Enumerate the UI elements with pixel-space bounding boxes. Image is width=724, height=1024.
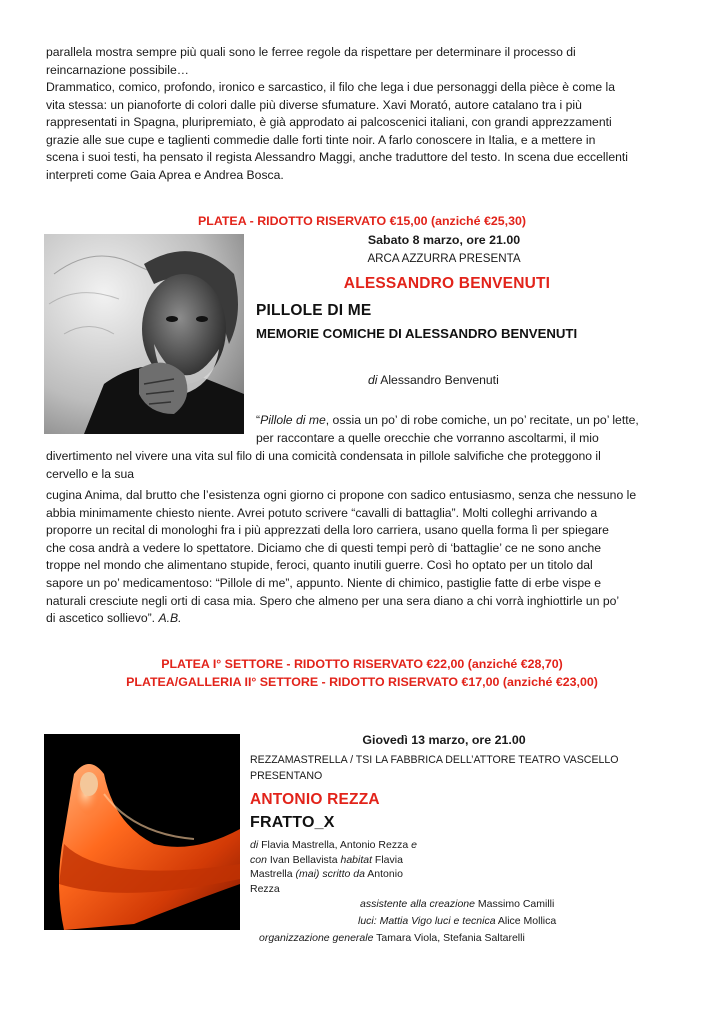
show1-title: PILLOLE DI ME [256,302,372,319]
desc-line: abbia minimamente chiesto niente. Avrei potuto scrivere “cavalli di battaglia”. Molti colleghi arrivando a [46,505,598,520]
portrait-photo-benvenuti [44,234,244,434]
show2-organization [259,931,525,946]
show2-date: Giovedì 13 marzo, ore 21.00 [362,733,526,747]
assistant-label: assistente alla creazione [360,898,475,910]
show1-desc-paragraph [46,487,680,628]
desc-line: sapore un po’ medicamentoso: “Pillole di me”, appunto. Niente di chimico, pastiglie fatte di erbe vispe e [46,575,602,590]
performance-image [44,734,240,930]
show1-subtitle: MEMORIE COMICHE DI ALESSANDRO BENVENUTI [256,326,578,341]
show1-author [368,372,499,390]
intro-line: scena i suoi testi, ha pensato il regista Alessandro Maggi, anche traduttore del testo. In scena due eccellenti [46,150,628,165]
lights-name: Alice Mollica [495,915,557,927]
credit-tail: (mai) scritto da [295,868,365,881]
credit-line [250,838,480,853]
assistant-name: Massimo Camilli [474,898,555,910]
show1-desc-line3: divertimento nel vivere una vita sul filo di una comicità condensata in pillole salvifiche che proteggono il [46,449,601,463]
intro-line: interpreti come Gaia Aprea e Andrea Bosca. [46,167,284,182]
price-line-2b: PLATEA/GALLERIA II° SETTORE - RIDOTTO RISERVATO €17,00 (anziché €23,00) [126,675,598,689]
credit-line [250,853,480,868]
performance-photo-rezza [44,734,240,930]
show2-assistant [360,897,554,912]
credit-tail2: Antonio [364,868,403,881]
show1-date [250,232,638,250]
show2-artist: ANTONIO REZZA [250,791,380,808]
show2-lights [358,914,556,929]
price-line-2a: PLATEA I° SETTORE - RIDOTTO RISERVATO €22,00 (anziché €28,70) [161,657,563,671]
show1-desc-rest: , ossia un po’ di robe comiche, un po’ recitate, un po’ lette, [325,413,639,427]
credit-tail: habitat [340,853,373,866]
show1-date-prefix: Sabato [367,233,413,247]
intro-paragraph-2 [46,79,680,185]
credit-text: Mastrella [250,868,296,881]
show2-presenter-line2: PRESENTANO [250,769,323,782]
show1-desc-title: Pillole di me [260,413,326,427]
credit-tail2: Flavia [372,853,403,866]
show1-desc-line1 [256,412,680,430]
organization-label: organizzazione generale [259,932,374,944]
intro-line: vita stessa: un pianoforte di colori dalle più diverse sfumature. Xavi Morató, autore catalano tra i più [46,97,582,112]
credit-label: di [250,839,259,851]
lights-label: luci: Mattia Vigo luci e tecnica [358,915,496,927]
desc-line: troppe nel mondo che alimentano stupide, feroci, quanto inutili guerre. Così ho optato per un titolo dal [46,558,593,573]
organization-name: Tamara Viola, Stefania Saltarelli [373,932,525,944]
show1-presenter: ARCA AZZURRA PRESENTA [367,252,521,265]
desc-line: che cosa andrà a vedere lo spettatore. Diciamo che di questi tempi però di ‘battaglie’ ce ne sono anche [46,540,602,555]
show2-credits [250,838,480,896]
desc-last-line [46,610,680,628]
quote-open: “ [256,413,261,427]
credit-line [250,867,480,882]
credit-label: con [250,853,267,866]
intro-line: Drammatico, comico, profondo, ironico e sarcastico, il filo che lega i due personaggi della pièce è come la [46,80,616,94]
intro-line: rappresentati in Spagna, pluripremiato, è già approdato ai palcoscenici italiani, con grandi apprezzamenti [46,115,612,130]
credit-tail: e [411,839,417,851]
show2-presenter [250,753,619,784]
signature: A.B. [158,611,182,626]
desc-line: naturali cresciute negli orti di casa mia. Spero che almeno per una sera diano a chi vorrà inghiottirle un po’ [46,593,620,608]
show1-desc-line2: per raccontare a quelle orecchie che vorranno ascoltarmi, il mio [256,431,599,445]
intro-line: reincarnazione possibile… [46,62,189,77]
show1-author-name: Alessandro Benvenuti [377,373,499,387]
price-block-2 [0,655,724,691]
show1-desc-line4: cervello e la sua [46,467,135,481]
credit-line: Rezza [250,882,280,895]
credit-text: Ivan Bellavista [266,853,341,866]
show1-author-label: di [368,373,378,387]
desc-line: cugina Anima, dal brutto che l’esistenza ogni giorno ci propone con sadico entusiasmo, senza che nessuno le [46,488,637,502]
credit-text: Flavia Mastrella, Antonio Rezza [258,839,412,851]
portrait-image [44,234,244,434]
show2-title: FRATTO_X [250,814,335,831]
desc-line: proporre un recital di monologhi fra i più apprezzati della loro carriera, usano quella forma lì per spiegare [46,523,609,538]
price-line-1: PLATEA - RIDOTTO RISERVATO €15,00 (anziché €25,30) [198,214,526,228]
intro-line: parallela mostra sempre più quali sono le ferree regole da rispettare per determinare il processo di [46,45,576,59]
intro-line: grazie alle sue cupe e taglienti commedie dalle forti tinte noir. A farlo conoscere in Italia, e a mettere in [46,132,596,147]
intro-paragraph-1 [46,44,680,79]
show1-artist: ALESSANDRO BENVENUTI [343,275,551,292]
desc-last-text: di ascetico sollievo”. [46,611,159,626]
show1-date-bold: 8 marzo, ore 21.00 [412,233,521,247]
show2-presenter-line1: REZZAMASTRELLA / TSI LA FABBRICA DELL’ATTORE TEATRO VASCELLO [250,754,619,766]
